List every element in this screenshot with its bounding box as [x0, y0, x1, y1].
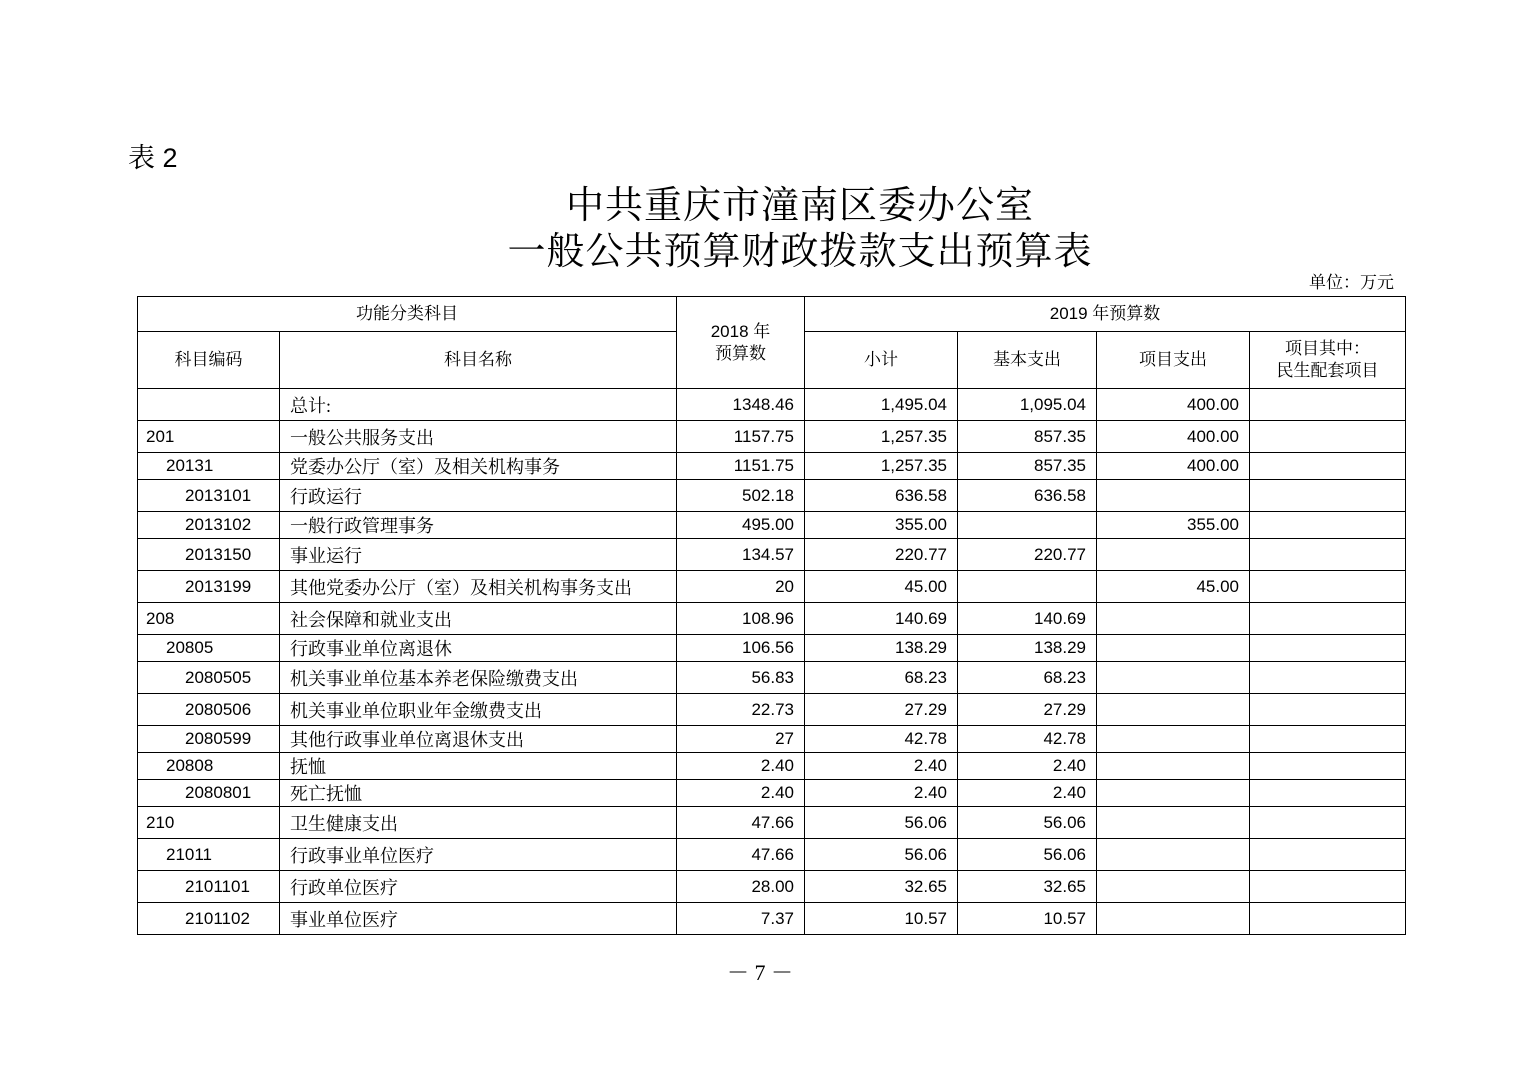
row-code-cell: 208 [138, 603, 280, 635]
row-project-cell [1097, 839, 1250, 871]
row-livelihood-cell [1250, 453, 1406, 480]
row-subtotal-cell: 10.57 [805, 903, 958, 935]
row-name-cell: 行政事业单位离退休 [280, 635, 677, 662]
row-subtotal-cell: 636.58 [805, 480, 958, 512]
header-livelihood-text: 项目其中： 民生配套项目 [1276, 339, 1379, 380]
table-row [138, 480, 1406, 512]
row-livelihood-cell [1250, 839, 1406, 871]
row-basic-cell: 27.29 [958, 694, 1097, 726]
table-row [138, 662, 1406, 694]
row-prev-budget-cell: 495.00 [677, 512, 805, 539]
row-prev-budget-cell: 27 [677, 726, 805, 753]
row-livelihood-cell [1250, 480, 1406, 512]
row-name-cell: 行政运行 [280, 480, 677, 512]
table-row [138, 389, 1406, 421]
row-code-cell: 20805 [138, 635, 280, 662]
header-code: 科目编码 [138, 332, 280, 389]
row-livelihood-cell [1250, 903, 1406, 935]
row-basic-cell: 42.78 [958, 726, 1097, 753]
row-project-cell [1097, 694, 1250, 726]
row-name-cell: 卫生健康支出 [280, 807, 677, 839]
row-subtotal-cell: 2.40 [805, 753, 958, 780]
row-project-cell [1097, 780, 1250, 807]
header-project: 项目支出 [1097, 332, 1250, 389]
row-livelihood-cell [1250, 780, 1406, 807]
row-livelihood-cell [1250, 571, 1406, 603]
row-code-cell: 2013102 [138, 512, 280, 539]
header-name: 科目名称 [280, 332, 677, 389]
table-row [138, 807, 1406, 839]
row-project-cell: 400.00 [1097, 389, 1250, 421]
row-name-cell: 机关事业单位职业年金缴费支出 [280, 694, 677, 726]
row-subtotal-cell: 27.29 [805, 694, 958, 726]
row-project-cell [1097, 603, 1250, 635]
table-row [138, 539, 1406, 571]
row-basic-cell: 140.69 [958, 603, 1097, 635]
row-subtotal-cell: 138.29 [805, 635, 958, 662]
row-project-cell [1097, 539, 1250, 571]
table-row [138, 726, 1406, 753]
row-basic-cell: 220.77 [958, 539, 1097, 571]
row-prev-budget-cell: 1348.46 [677, 389, 805, 421]
row-basic-cell: 2.40 [958, 753, 1097, 780]
row-subtotal-cell: 355.00 [805, 512, 958, 539]
row-code-cell: 2080506 [138, 694, 280, 726]
header-functional-group: 功能分类科目 [138, 297, 677, 332]
row-project-cell [1097, 480, 1250, 512]
row-subtotal-cell: 45.00 [805, 571, 958, 603]
row-project-cell: 400.00 [1097, 421, 1250, 453]
header-subtotal: 小计 [805, 332, 958, 389]
row-livelihood-cell [1250, 603, 1406, 635]
row-name-cell: 行政事业单位医疗 [280, 839, 677, 871]
row-name-cell: 死亡抚恤 [280, 780, 677, 807]
row-project-cell [1097, 807, 1250, 839]
row-basic-cell: 56.06 [958, 839, 1097, 871]
row-code-cell: 20808 [138, 753, 280, 780]
row-code-cell: 21011 [138, 839, 280, 871]
row-project-cell [1097, 871, 1250, 903]
row-livelihood-cell [1250, 694, 1406, 726]
row-prev-budget-cell: 20 [677, 571, 805, 603]
row-prev-budget-cell: 22.73 [677, 694, 805, 726]
row-project-cell [1097, 753, 1250, 780]
row-livelihood-cell [1250, 389, 1406, 421]
table-row [138, 421, 1406, 453]
row-subtotal-cell: 56.06 [805, 839, 958, 871]
row-name-cell: 行政单位医疗 [280, 871, 677, 903]
row-code-cell: 2013150 [138, 539, 280, 571]
row-basic-cell: 138.29 [958, 635, 1097, 662]
table-row [138, 780, 1406, 807]
header-prev-budget [677, 297, 805, 389]
page-title-line2: 一般公共预算财政拨款支出预算表 [507, 231, 1093, 273]
row-code-cell: 210 [138, 807, 280, 839]
row-code-cell: 2101101 [138, 871, 280, 903]
row-name-cell: 事业运行 [280, 539, 677, 571]
table-row [138, 753, 1406, 780]
row-prev-budget-cell: 134.57 [677, 539, 805, 571]
row-name-cell: 其他行政事业单位离退休支出 [280, 726, 677, 753]
row-subtotal-cell: 56.06 [805, 807, 958, 839]
row-livelihood-cell [1250, 871, 1406, 903]
row-project-cell: 355.00 [1097, 512, 1250, 539]
header-prev-budget-text: 2018 年 预算数 [710, 321, 771, 363]
row-basic-cell: 32.65 [958, 871, 1097, 903]
header-current-group: 2019 年预算数 [805, 297, 1406, 332]
row-livelihood-cell [1250, 539, 1406, 571]
row-name-cell: 抚恤 [280, 753, 677, 780]
row-basic-cell: 857.35 [958, 421, 1097, 453]
row-livelihood-cell [1250, 662, 1406, 694]
row-prev-budget-cell: 502.18 [677, 480, 805, 512]
table-row [138, 571, 1406, 603]
row-basic-cell [958, 512, 1097, 539]
row-livelihood-cell [1250, 753, 1406, 780]
row-subtotal-cell: 1,257.35 [805, 453, 958, 480]
row-prev-budget-cell: 1151.75 [677, 453, 805, 480]
row-livelihood-cell [1250, 726, 1406, 753]
row-code-cell: 2013199 [138, 571, 280, 603]
row-name-cell: 总计: [280, 389, 677, 421]
row-code-cell [138, 389, 280, 421]
budget-table-body [138, 389, 1406, 935]
row-livelihood-cell [1250, 635, 1406, 662]
row-name-cell: 其他党委办公厅（室）及相关机构事务支出 [280, 571, 677, 603]
row-project-cell: 400.00 [1097, 453, 1250, 480]
table-row [138, 603, 1406, 635]
row-code-cell: 20131 [138, 453, 280, 480]
row-subtotal-cell: 1,495.04 [805, 389, 958, 421]
row-subtotal-cell: 68.23 [805, 662, 958, 694]
row-prev-budget-cell: 56.83 [677, 662, 805, 694]
table-row [138, 453, 1406, 480]
row-prev-budget-cell: 2.40 [677, 753, 805, 780]
budget-table [137, 296, 1406, 935]
row-livelihood-cell [1250, 807, 1406, 839]
table-row [138, 839, 1406, 871]
row-name-cell: 一般公共服务支出 [280, 421, 677, 453]
row-project-cell [1097, 726, 1250, 753]
row-project-cell [1097, 662, 1250, 694]
row-code-cell: 2080599 [138, 726, 280, 753]
row-code-cell: 2080801 [138, 780, 280, 807]
unit-label: 单位：万元 [1309, 273, 1394, 292]
page-title-line1: 中共重庆市潼南区委办公室 [565, 185, 1034, 227]
table-row [138, 512, 1406, 539]
table-row [138, 694, 1406, 726]
row-code-cell: 201 [138, 421, 280, 453]
row-basic-cell [958, 571, 1097, 603]
row-basic-cell: 2.40 [958, 780, 1097, 807]
row-prev-budget-cell: 28.00 [677, 871, 805, 903]
page-number: － 7 － [726, 960, 793, 985]
row-subtotal-cell: 220.77 [805, 539, 958, 571]
row-subtotal-cell: 32.65 [805, 871, 958, 903]
row-basic-cell: 56.06 [958, 807, 1097, 839]
row-name-cell: 一般行政管理事务 [280, 512, 677, 539]
row-subtotal-cell: 1,257.35 [805, 421, 958, 453]
row-code-cell: 2101102 [138, 903, 280, 935]
row-project-cell [1097, 903, 1250, 935]
header-basic: 基本支出 [958, 332, 1097, 389]
row-prev-budget-cell: 106.56 [677, 635, 805, 662]
row-prev-budget-cell: 47.66 [677, 807, 805, 839]
table-row [138, 871, 1406, 903]
row-project-cell [1097, 635, 1250, 662]
row-prev-budget-cell: 2.40 [677, 780, 805, 807]
table-row [138, 903, 1406, 935]
row-basic-cell: 68.23 [958, 662, 1097, 694]
row-name-cell: 事业单位医疗 [280, 903, 677, 935]
row-project-cell: 45.00 [1097, 571, 1250, 603]
row-subtotal-cell: 42.78 [805, 726, 958, 753]
row-name-cell: 社会保障和就业支出 [280, 603, 677, 635]
row-basic-cell: 1,095.04 [958, 389, 1097, 421]
row-subtotal-cell: 140.69 [805, 603, 958, 635]
row-name-cell: 机关事业单位基本养老保险缴费支出 [280, 662, 677, 694]
row-livelihood-cell [1250, 421, 1406, 453]
row-prev-budget-cell: 7.37 [677, 903, 805, 935]
row-prev-budget-cell: 1157.75 [677, 421, 805, 453]
row-code-cell: 2080505 [138, 662, 280, 694]
table-row [138, 635, 1406, 662]
row-basic-cell: 10.57 [958, 903, 1097, 935]
row-prev-budget-cell: 47.66 [677, 839, 805, 871]
header-livelihood [1250, 332, 1406, 389]
row-basic-cell: 857.35 [958, 453, 1097, 480]
row-prev-budget-cell: 108.96 [677, 603, 805, 635]
row-livelihood-cell [1250, 512, 1406, 539]
row-code-cell: 2013101 [138, 480, 280, 512]
row-subtotal-cell: 2.40 [805, 780, 958, 807]
row-name-cell: 党委办公厅（室）及相关机构事务 [280, 453, 677, 480]
row-basic-cell: 636.58 [958, 480, 1097, 512]
table-label: 表 2 [128, 143, 178, 173]
